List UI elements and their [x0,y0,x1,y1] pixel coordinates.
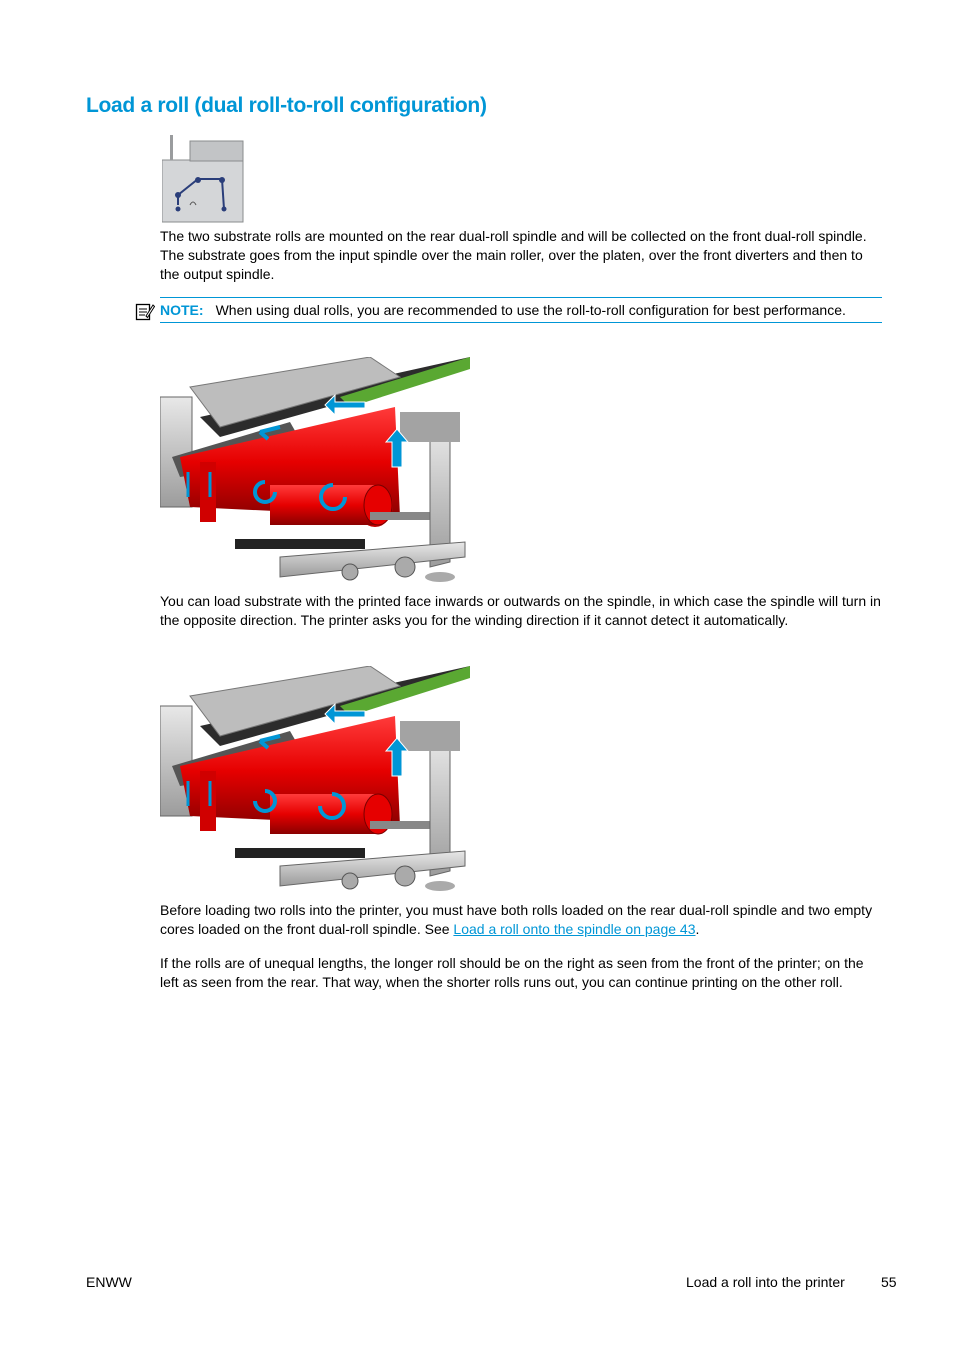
printer-illustration-bottom [160,666,470,899]
page-number: 55 [881,1274,897,1290]
footer-section-title: Load a roll into the printer [686,1274,845,1290]
footer-left: ENWW [86,1274,132,1290]
printer-illustration-top [160,357,470,590]
page-title: Load a roll (dual roll-to-roll configuration) [86,94,487,117]
configuration-thumbnail [162,135,244,223]
note-text: When using dual rolls, you are recommended to use the roll-to-roll configuration for best performance. [215,302,846,318]
intro-paragraph: The two substrate rolls are mounted on the rear dual-roll spindle and will be collected on the front dual-roll spindle. The substrate goes from the input spindle over the main roller, over the platen, over the front diverters and then to the output spindle. [160,228,867,282]
winding-paragraph: You can load substrate with the printed face inwards or outwards on the spindle, in which case the spindle will turn in the opposite direction. The printer asks you for the winding direction if it cannot detect it automatically. [160,593,881,628]
note-icon [135,302,155,322]
note-box [160,297,882,323]
note-label: NOTE: [160,302,204,318]
before-loading-paragraph: Before loading two rolls into the printer, you must have both rolls loaded on the rear dual-roll spindle and two empty cores loaded on the front dual-roll spindle. See Load a roll onto the spindle on page 43. [160,902,873,937]
unequal-lengths-paragraph: If the rolls are of unequal lengths, the longer roll should be on the right as seen from the front of the printer; on the left as seen from the rear. That way, when the shorter rolls runs out, you can continue printing on the other roll. [160,955,864,990]
load-roll-spindle-link[interactable]: Load a roll onto the spindle on page 43 [453,921,696,937]
